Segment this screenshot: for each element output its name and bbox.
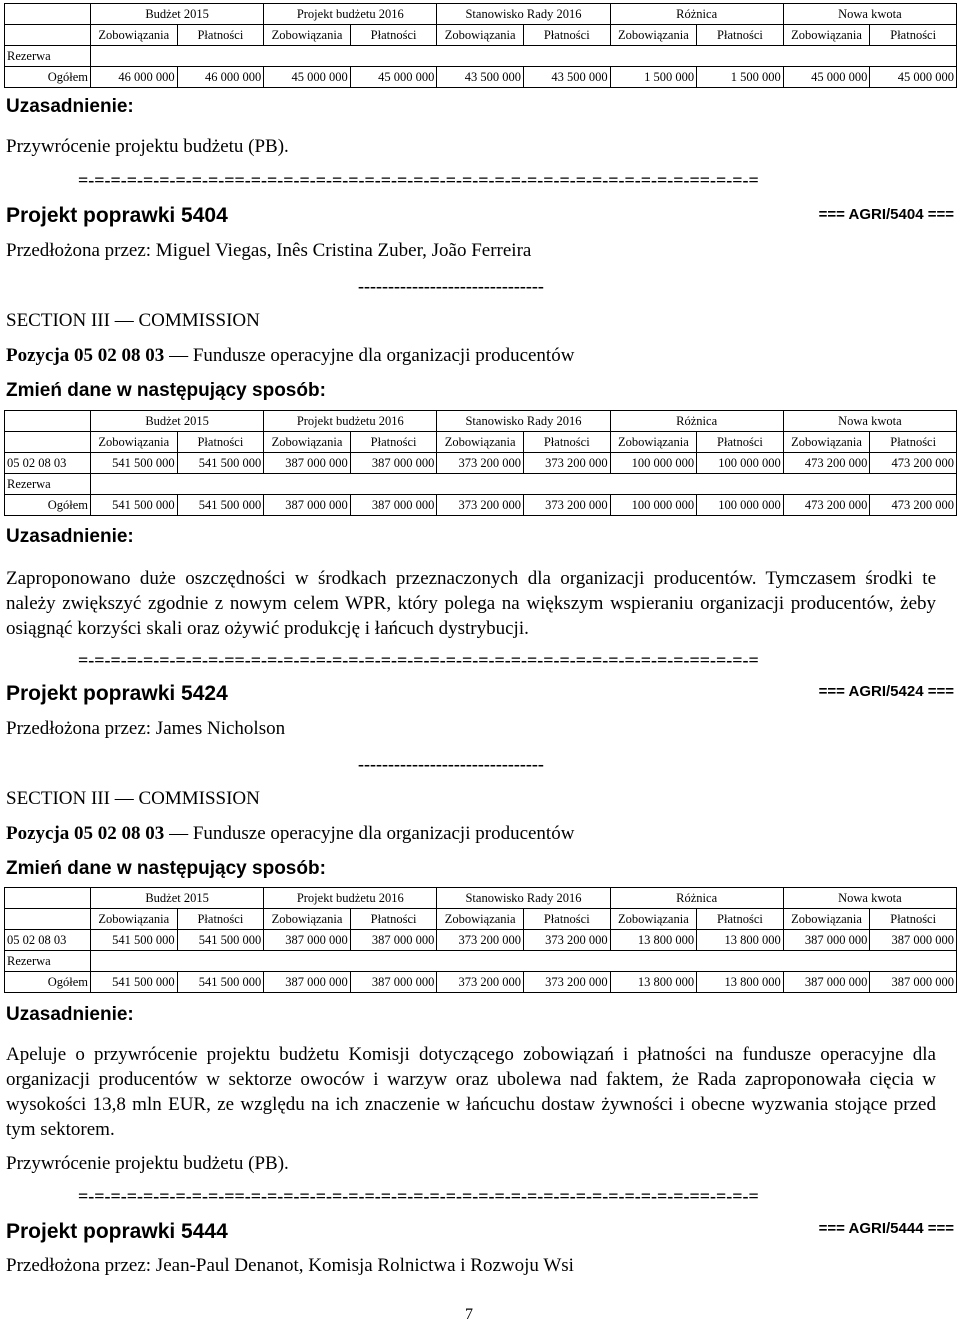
cell: 100 000 000 bbox=[697, 495, 784, 516]
col-header: Zobowiązania bbox=[610, 909, 697, 930]
dash-separator: ------------------------------- bbox=[358, 276, 544, 296]
table-row-total bbox=[5, 495, 957, 516]
cell: 45 000 000 bbox=[870, 67, 957, 88]
col-header: Płatności bbox=[350, 432, 437, 453]
col-header: Zobowiązania bbox=[437, 25, 524, 46]
col-header: Zobowiązania bbox=[264, 432, 351, 453]
cell: 541 500 000 bbox=[91, 453, 178, 474]
cell: 43 500 000 bbox=[523, 67, 610, 88]
cell: 1 500 000 bbox=[610, 67, 697, 88]
cell: 373 200 000 bbox=[437, 495, 524, 516]
restore-text: Przywrócenie projektu budżetu (PB). bbox=[6, 1153, 289, 1174]
justification-text: Apeluje o przywrócenie projektu budżetu Komisji dotyczącego zobowiązań i płatności na fundusze operacyjne dla organizacji producentów w sektorze owoców i warzyw oraz ubolewa nad faktem, że Rada zaproponowała cięcia w wysokości 13,8 mln EUR, ze względu na ich znaczenie w łańcuchu dostaw żywności i obecne wyzwania stojące przed tym sektorem. bbox=[6, 1044, 936, 1140]
col-header: Zobowiązania bbox=[437, 909, 524, 930]
cell: 13 800 000 bbox=[697, 930, 784, 951]
change-heading: Zmień dane w następujący sposób: bbox=[6, 380, 326, 401]
table-row-total bbox=[5, 972, 957, 993]
col-header: Płatności bbox=[870, 432, 957, 453]
cell: 541 500 000 bbox=[177, 495, 264, 516]
col-header: Płatności bbox=[523, 25, 610, 46]
table-row-rezerwa bbox=[5, 474, 957, 495]
col-header: Zobowiązania bbox=[783, 432, 870, 453]
col-header: Zobowiązania bbox=[91, 432, 178, 453]
col-header: Płatności bbox=[177, 25, 264, 46]
table-row bbox=[5, 930, 957, 951]
cell: 387 000 000 bbox=[870, 972, 957, 993]
amendment-title: Projekt poprawki 5424 bbox=[6, 682, 228, 705]
group-header: Różnica bbox=[610, 411, 783, 432]
section-title: SECTION III — COMMISSION bbox=[6, 788, 260, 809]
cell: 100 000 000 bbox=[610, 453, 697, 474]
cell: 473 200 000 bbox=[870, 453, 957, 474]
col-header: Zobowiązania bbox=[91, 909, 178, 930]
row-label: Ogółem bbox=[5, 67, 91, 88]
cell: 387 000 000 bbox=[264, 930, 351, 951]
cell: 541 500 000 bbox=[177, 453, 264, 474]
cell: 541 500 000 bbox=[91, 930, 178, 951]
cell: 45 000 000 bbox=[783, 67, 870, 88]
group-header: Projekt budżetu 2016 bbox=[264, 888, 437, 909]
cell: 541 500 000 bbox=[177, 972, 264, 993]
col-header: Zobowiązania bbox=[264, 909, 351, 930]
submitted-by: Przedłożona przez: Jean-Paul Denanot, Komisja Rolnictwa i Rozwoju Wsi bbox=[6, 1255, 574, 1276]
budget-line-code: Pozycja 05 02 08 03 bbox=[6, 345, 165, 366]
row-label: 05 02 08 03 bbox=[5, 453, 91, 474]
change-heading: Zmień dane w następujący sposób: bbox=[6, 858, 326, 879]
cell: 541 500 000 bbox=[91, 972, 178, 993]
table-col-header bbox=[5, 432, 957, 453]
cell: 373 200 000 bbox=[437, 930, 524, 951]
group-header: Budżet 2015 bbox=[91, 4, 264, 25]
col-header: Płatności bbox=[523, 432, 610, 453]
table-row-total bbox=[5, 67, 957, 88]
col-header: Zobowiązania bbox=[91, 25, 178, 46]
cell: 387 000 000 bbox=[783, 972, 870, 993]
row-label: Rezerwa bbox=[5, 951, 91, 972]
group-header: Stanowisko Rady 2016 bbox=[437, 4, 610, 25]
cell: 541 500 000 bbox=[177, 930, 264, 951]
row-label: Ogółem bbox=[5, 972, 91, 993]
row-label: Ogółem bbox=[5, 495, 91, 516]
cell: 13 800 000 bbox=[610, 972, 697, 993]
section-title: SECTION III — COMMISSION bbox=[6, 310, 260, 331]
cell: 387 000 000 bbox=[350, 972, 437, 993]
amendment-title: Projekt poprawki 5404 bbox=[6, 204, 228, 227]
cell: 1 500 000 bbox=[697, 67, 784, 88]
group-header: Nowa kwota bbox=[783, 411, 956, 432]
cell: 373 200 000 bbox=[523, 972, 610, 993]
col-header: Zobowiązania bbox=[610, 25, 697, 46]
table-row bbox=[5, 453, 957, 474]
submitted-by: Przedłożona przez: James Nicholson bbox=[6, 718, 286, 739]
col-header: Zobowiązania bbox=[783, 909, 870, 930]
cell: 100 000 000 bbox=[697, 453, 784, 474]
col-header: Płatności bbox=[870, 909, 957, 930]
col-header: Płatności bbox=[177, 909, 264, 930]
table-group-header bbox=[5, 888, 957, 909]
col-header: Zobowiązania bbox=[437, 432, 524, 453]
cell: 387 000 000 bbox=[264, 495, 351, 516]
col-header: Płatności bbox=[523, 909, 610, 930]
table-col-header bbox=[5, 25, 957, 46]
col-header: Zobowiązania bbox=[264, 25, 351, 46]
budget-table-5424 bbox=[4, 887, 957, 993]
group-header: Projekt budżetu 2016 bbox=[264, 411, 437, 432]
row-label: 05 02 08 03 bbox=[5, 930, 91, 951]
submitted-by: Przedłożona przez: Miguel Viegas, Inês Cristina Zuber, João Ferreira bbox=[6, 240, 532, 261]
col-header: Płatności bbox=[697, 432, 784, 453]
col-header: Zobowiązania bbox=[610, 432, 697, 453]
group-header: Projekt budżetu 2016 bbox=[264, 4, 437, 25]
dash-separator: ------------------------------- bbox=[358, 754, 544, 774]
cell: 373 200 000 bbox=[523, 495, 610, 516]
col-header: Płatności bbox=[697, 909, 784, 930]
table-group-header bbox=[5, 411, 957, 432]
budget-line bbox=[6, 345, 574, 367]
col-header: Płatności bbox=[177, 432, 264, 453]
group-header: Budżet 2015 bbox=[91, 411, 264, 432]
amendment-title: Projekt poprawki 5444 bbox=[6, 1220, 228, 1243]
cell: 387 000 000 bbox=[264, 453, 351, 474]
justification-text: Zaproponowano duże oszczędności w środkach przeznaczonych dla organizacji producentów. Tymczasem środki te należy zwiększyć zgodnie z nowym celem WPR, który polega na większym wspieraniu organizacji producentów, żeby osiągnąć korzyści skali oraz ożywić produkcję i łańcuch dystrybucji. bbox=[6, 568, 936, 639]
cell: 387 000 000 bbox=[350, 453, 437, 474]
table-row-rezerwa bbox=[5, 46, 957, 67]
col-header: Płatności bbox=[870, 25, 957, 46]
cell: 100 000 000 bbox=[610, 495, 697, 516]
separator: =-=-=-=-=-=-=-=-=-==-=-=-=-=-=-=-=-=-=-=-=-=-=-=-=-=-=-=-=-=-=-=-=-=-=-=-=-==-=-=-= bbox=[78, 170, 759, 190]
cell: 473 200 000 bbox=[783, 453, 870, 474]
justification-heading: Uzasadnienie: bbox=[6, 526, 134, 547]
justification-heading: Uzasadnienie: bbox=[6, 1004, 134, 1025]
row-label: Rezerwa bbox=[5, 474, 91, 495]
amendment-code: === AGRI/5444 === bbox=[818, 1220, 954, 1237]
cell: 13 800 000 bbox=[610, 930, 697, 951]
group-header: Różnica bbox=[610, 4, 783, 25]
restore-text: Przywrócenie projektu budżetu (PB). bbox=[6, 136, 289, 157]
separator: =-=-=-=-=-=-=-=-=-==-=-=-=-=-=-=-=-=-=-=-=-=-=-=-=-=-=-=-=-=-=-=-=-=-=-=-=-==-=-=-= bbox=[78, 1186, 759, 1206]
cell: 43 500 000 bbox=[437, 67, 524, 88]
cell: 373 200 000 bbox=[523, 453, 610, 474]
page-number: 7 bbox=[465, 1306, 473, 1323]
cell: 373 200 000 bbox=[437, 453, 524, 474]
cell: 45 000 000 bbox=[264, 67, 351, 88]
justification-heading: Uzasadnienie: bbox=[6, 96, 134, 117]
group-header: Różnica bbox=[610, 888, 783, 909]
cell: 13 800 000 bbox=[697, 972, 784, 993]
cell: 387 000 000 bbox=[350, 495, 437, 516]
budget-line-title: — Fundusze operacyjne dla organizacji producentów bbox=[164, 345, 575, 366]
cell: 373 200 000 bbox=[437, 972, 524, 993]
group-header: Budżet 2015 bbox=[91, 888, 264, 909]
cell: 46 000 000 bbox=[91, 67, 178, 88]
col-header: Płatności bbox=[350, 909, 437, 930]
cell: 387 000 000 bbox=[350, 930, 437, 951]
cell: 46 000 000 bbox=[177, 67, 264, 88]
cell: 387 000 000 bbox=[870, 930, 957, 951]
col-header: Płatności bbox=[350, 25, 437, 46]
table-group-header bbox=[5, 4, 957, 25]
col-header: Płatności bbox=[697, 25, 784, 46]
group-header: Nowa kwota bbox=[783, 4, 956, 25]
cell: 473 200 000 bbox=[870, 495, 957, 516]
separator: =-=-=-=-=-=-=-=-=-==-=-=-=-=-=-=-=-=-=-=-=-=-=-=-=-=-=-=-=-=-=-=-=-=-=-=-=-==-=-=-= bbox=[78, 650, 759, 670]
table-col-header bbox=[5, 909, 957, 930]
col-header: Zobowiązania bbox=[783, 25, 870, 46]
budget-line-title: — Fundusze operacyjne dla organizacji producentów bbox=[164, 823, 575, 844]
group-header: Nowa kwota bbox=[783, 888, 956, 909]
group-header: Stanowisko Rady 2016 bbox=[437, 411, 610, 432]
cell: 387 000 000 bbox=[783, 930, 870, 951]
cell: 473 200 000 bbox=[783, 495, 870, 516]
amendment-code: === AGRI/5424 === bbox=[818, 683, 954, 700]
table-row-rezerwa bbox=[5, 951, 957, 972]
group-header: Stanowisko Rady 2016 bbox=[437, 888, 610, 909]
amendment-code: === AGRI/5404 === bbox=[818, 206, 954, 223]
cell: 541 500 000 bbox=[91, 495, 178, 516]
budget-line bbox=[6, 823, 574, 845]
budget-table-5404 bbox=[4, 410, 957, 516]
cell: 45 000 000 bbox=[350, 67, 437, 88]
budget-line-code: Pozycja 05 02 08 03 bbox=[6, 823, 165, 844]
cell: 373 200 000 bbox=[523, 930, 610, 951]
cell: 387 000 000 bbox=[264, 972, 351, 993]
budget-table-0 bbox=[4, 3, 957, 88]
row-label: Rezerwa bbox=[5, 46, 91, 67]
